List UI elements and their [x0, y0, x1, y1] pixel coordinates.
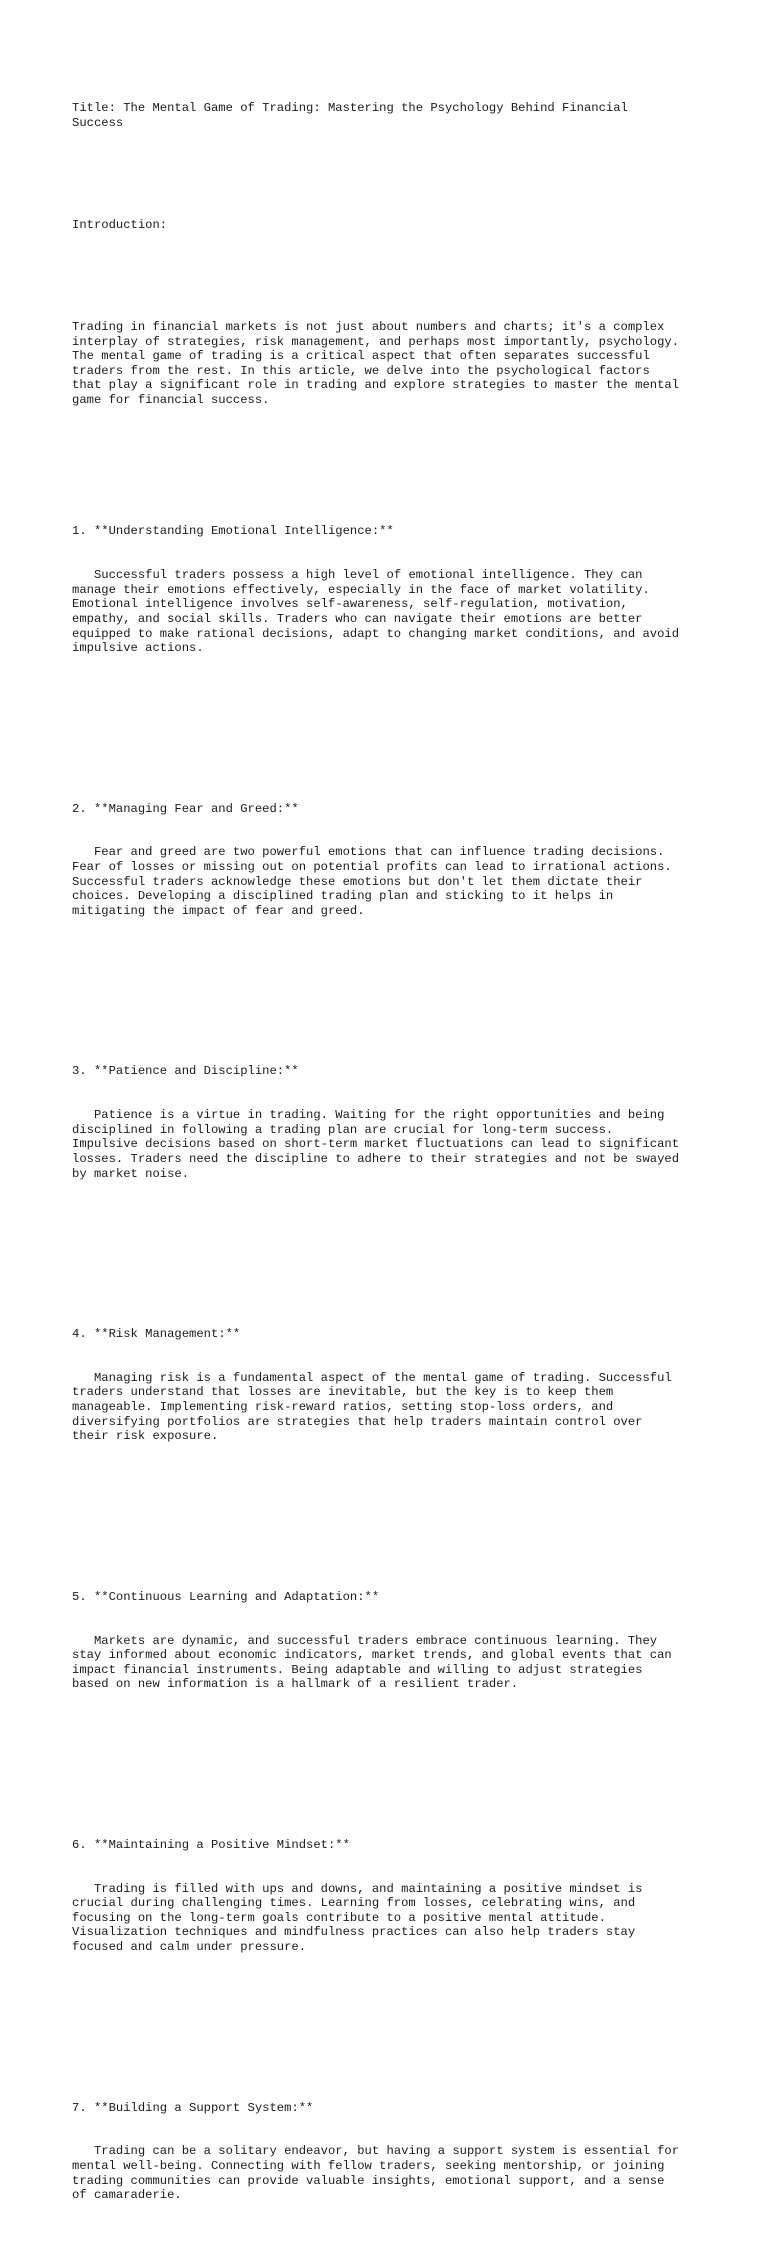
- spacer: [72, 1750, 712, 1765]
- spacer: [72, 714, 712, 729]
- section-body: Managing risk is a fundamental aspect of the mental game of trading. Successful traders understand that losses are inevitable, but the key is to keep them manageable. Implementing risk-reward ratios, setting stop-loss orders, and diversifying portfolios are strategies that help traders maintain control over their risk exposure.: [72, 1370, 672, 1444]
- intro-heading: Introduction:: [72, 217, 168, 232]
- spacer: [72, 160, 712, 175]
- section-heading: 7. **Building a Support System:**: [72, 2100, 314, 2115]
- spacer: [72, 1502, 712, 1517]
- section-body: Trading is filled with ups and downs, and maintaining a positive mindset is crucial during challenging times. Learning from losses, celebrating wins, and focusing on the long-term goals contribute to a positive mental attitude. Visualization techniques and mindfulness practices can also help traders stay focused and calm under pressure.: [72, 1881, 643, 1954]
- section-3: [72, 1035, 712, 1210]
- section-heading: 3. **Patience and Discipline:**: [72, 1064, 299, 1079]
- section-heading: 6. **Maintaining a Positive Mindset:**: [72, 1837, 350, 1852]
- spacer: [72, 1240, 712, 1255]
- spacer: [72, 2013, 712, 2028]
- section-4: [72, 1298, 712, 1473]
- section-6: [72, 1809, 712, 1984]
- section-1: [72, 495, 712, 685]
- spacer: [72, 262, 712, 277]
- section-heading: 2. **Managing Fear and Greed:**: [72, 801, 299, 816]
- section-2: [72, 773, 712, 948]
- spacer: [72, 977, 712, 992]
- section-7: [72, 2071, 712, 2232]
- section-5: [72, 1561, 712, 1722]
- section-heading: 5. **Continuous Learning and Adaptation:**: [72, 1589, 380, 1604]
- section-body: Successful traders possess a high level of emotional intelligence. They can manage their emotions effectively, especially in the face of market volatility. Emotional intelligence involves self-awareness, self-regulation, motivation, empathy, and social skills. Traders who can navigate their emotions are better equipped to make rational decisions, adapt to changing market conditions, and avoid impulsive actions.: [72, 568, 680, 656]
- section-body: Markets are dynamic, and successful traders embrace continuous learning. They stay informed about economic indicators, market trends, and global events that can impact financial instruments. Being adaptable and willing to adjust strategies based on new information is a hallmark of a resilient trader.: [72, 1633, 672, 1692]
- section-body: Trading can be a solitary endeavor, but having a support system is essential for mental well-being. Connecting with fellow traders, seeking mentorship, or joining trading communities can provide valuable insights, emotional support, and a sense of camaraderie.: [72, 2144, 680, 2203]
- section-heading: 4. **Risk Management:**: [72, 1327, 241, 1342]
- spacer: [72, 437, 712, 452]
- intro-paragraph: Trading in financial markets is not just about numbers and charts; it's a complex interplay of strategies, risk management, and perhaps most importantly, psychology. The mental game of trading is a critical aspect that often separates successful traders from the rest. In this article, we delve into the psychological factors that play a significant role in trading and explore strategies to master the mental game for financial success.: [72, 320, 680, 408]
- section-heading: 1. **Understanding Emotional Intelligence:**: [72, 524, 394, 539]
- section-body: Fear and greed are two powerful emotions that can influence trading decisions. Fear of losses or missing out on potential profits can lead to irrational actions. Successful traders acknowledge these emotions but don't let them dictate their choices. Developing a disciplined trading plan and sticking to it helps in mitigating the impact of fear and greed.: [72, 845, 672, 918]
- section-body: Patience is a virtue in trading. Waiting for the right opportunities and being disciplined in following a trading plan are crucial for long-term success. Impulsive decisions based on short-term market fluctuations can lead to significant losses. Traders need the discipline to adhere to their strategies and not be swayed by market noise.: [72, 1108, 680, 1181]
- document-title: Title: The Mental Game of Trading: Mastering the Psychology Behind Financial Success: [72, 101, 628, 130]
- document-page: [72, 72, 712, 2246]
